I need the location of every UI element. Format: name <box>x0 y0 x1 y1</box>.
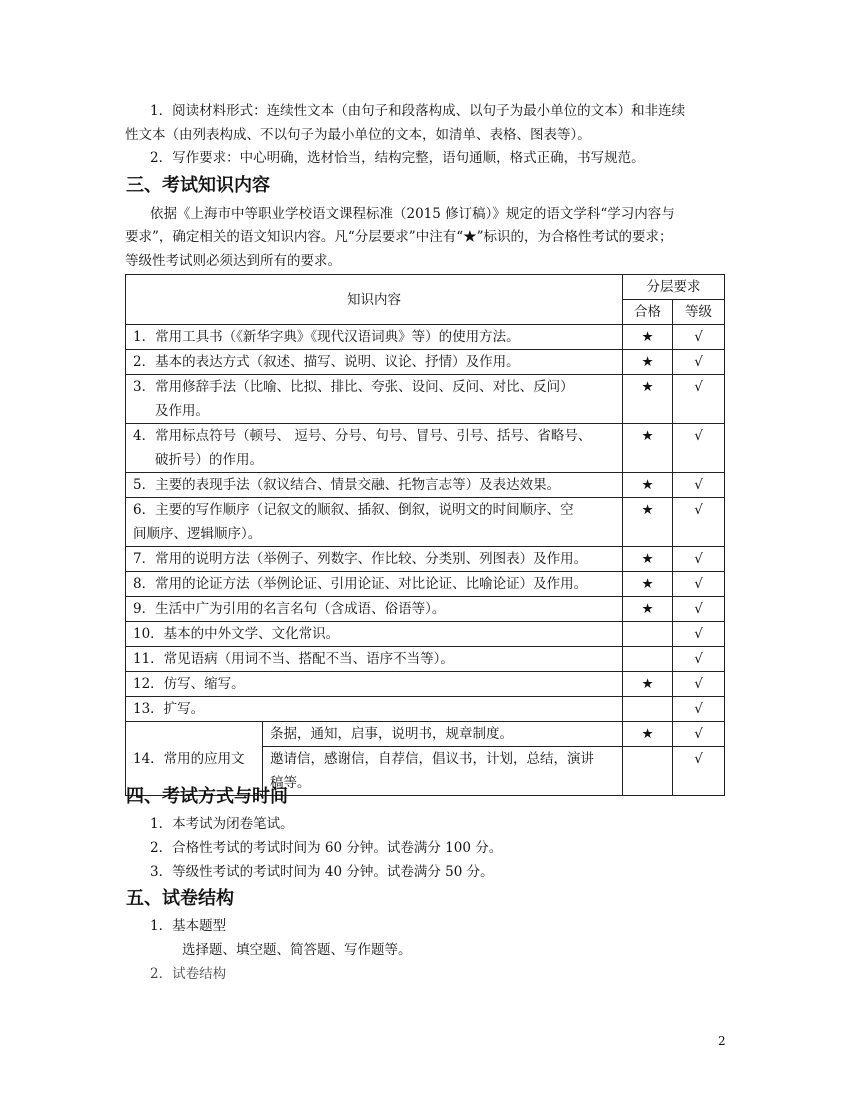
section-5-heading: 五、试卷结构 <box>126 888 234 909</box>
row-content-line-1: 11．常见语病（用词不当、搭配不当、语序不当等）。 <box>133 651 454 667</box>
row-pass-mark: ★ <box>623 547 673 572</box>
section-3-heading: 三、考试知识内容 <box>126 175 270 196</box>
section-3-para-line-2: 要求”，确定相关的语文知识内容。凡“分层要求”中注有“★”标识的，为合格性考试的要求； <box>125 229 673 245</box>
table-row <box>126 498 725 547</box>
row-content-line-2: 及作用。 <box>155 403 209 419</box>
row-pass-mark: ★ <box>623 375 673 424</box>
section-5-item-1-detail: 选择题、填空题、简答题、写作题等。 <box>182 942 412 958</box>
row-grade-mark: √ <box>673 473 725 498</box>
row-content-line-1: 9．生活中广为引用的名言名句（含成语、俗语等）。 <box>133 601 446 617</box>
table-row <box>126 597 725 622</box>
row-pass-mark: ★ <box>623 325 673 350</box>
row-14-sub-1-pass: ★ <box>623 722 673 747</box>
row-content <box>126 473 623 498</box>
row-content <box>126 350 623 375</box>
row-pass-mark: ★ <box>623 572 673 597</box>
row-pass-mark <box>623 622 673 647</box>
row-content-line-1: 6．主要的写作顺序（记叙文的顺叙、插叙、倒叙，说明文的时间顺序、空 <box>133 502 574 518</box>
row-content <box>126 424 623 473</box>
row-content-line-1: 3．常用修辞手法（比喻、比拟、排比、夸张、设问、反问、对比、反问） <box>133 379 574 395</box>
row-pass-mark <box>623 647 673 672</box>
section-3-para-line-3: 等级性考试则必须达到所有的要求。 <box>125 253 341 269</box>
row-grade-mark: √ <box>673 375 725 424</box>
row-content-line-1: 8．常用的论证方法（举例论证、引用论证、对比论证、比喻论证）及作用。 <box>133 576 588 592</box>
row-grade-mark: √ <box>673 424 725 473</box>
table-row <box>126 547 725 572</box>
section-4-item-2: 2．合格性考试的考试时间为 60 分钟。试卷满分 100 分。 <box>150 840 503 856</box>
section-5-item-1: 1．基本题型 <box>150 918 227 934</box>
table-row <box>126 473 725 498</box>
row-grade-mark: √ <box>673 622 725 647</box>
row-content-line-1: 7．常用的说明方法（举例子、列数字、作比较、分类别、列图表）及作用。 <box>133 551 588 567</box>
row-content-line-1: 12．仿写、缩写。 <box>133 676 245 692</box>
section-4-heading: 四、考试方式与时间 <box>126 786 288 807</box>
row-content-line-1: 5．主要的表现手法（叙议结合、情景交融、托物言志等）及表达效果。 <box>133 477 561 493</box>
table-header-row-1 <box>126 275 725 300</box>
table-row <box>126 672 725 697</box>
row-content <box>126 647 623 672</box>
row-pass-mark: ★ <box>623 597 673 622</box>
table-row <box>126 350 725 375</box>
row-pass-mark: ★ <box>623 498 673 547</box>
intro-line-1: 1．阅读材料形式：连续性文本（由句子和段落构成、以句子为最小单位的文本）和非连续 <box>150 103 686 119</box>
page-number: 2 <box>718 1034 726 1048</box>
row-content-line-1: 1．常用工具书（《新华字典》《现代汉语词典》等）的使用方法。 <box>133 329 520 345</box>
row-content <box>126 672 623 697</box>
row-pass-mark: ★ <box>623 473 673 498</box>
header-knowledge-content: 知识内容 <box>126 275 623 325</box>
row-content <box>126 622 623 647</box>
row-pass-mark: ★ <box>623 350 673 375</box>
row-grade-mark: √ <box>673 498 725 547</box>
row-content-line-2: 破折号）的作用。 <box>155 452 263 468</box>
table-row <box>126 622 725 647</box>
row-grade-mark: √ <box>673 647 725 672</box>
section-4-item-3: 3．等级性考试的考试时间为 40 分钟。试卷满分 50 分。 <box>150 864 494 880</box>
row-content <box>126 572 623 597</box>
row-14-sub-1: 条据，通知，启事，说明书，规章制度。 <box>263 722 623 747</box>
row-grade-mark: √ <box>673 597 725 622</box>
intro-line-2: 性文本（由列表构成、不以句子为最小单位的文本，如清单、表格、图表等）。 <box>125 127 591 143</box>
row-pass-mark: ★ <box>623 672 673 697</box>
intro-line-3: 2．写作要求：中心明确，选材恰当，结构完整，语句通顺，格式正确，书写规范。 <box>150 150 645 166</box>
table-row <box>126 325 725 350</box>
row-content <box>126 697 623 722</box>
row-content-line-1: 2．基本的表达方式（叙述、描写、说明、议论、抒情）及作用。 <box>133 354 520 370</box>
row-pass-mark: ★ <box>623 424 673 473</box>
table-row <box>126 572 725 597</box>
table-row <box>126 697 725 722</box>
row-grade-mark: √ <box>673 672 725 697</box>
row-14-sub-2 <box>263 747 623 796</box>
section-5-item-2: 2．试卷结构 <box>150 966 227 982</box>
row-grade-mark: √ <box>673 350 725 375</box>
table-row <box>126 647 725 672</box>
row-14-sub-2-pass <box>623 747 673 796</box>
row-content-line-1: 4．常用标点符号（顿号、 逗号、分号、句号、冒号、引号、括号、省略号、 <box>133 428 592 444</box>
row-content <box>126 547 623 572</box>
row-14-sub-1-grade: √ <box>673 722 725 747</box>
section-4-item-1: 1．本考试为闭卷笔试。 <box>150 816 294 832</box>
row-content <box>126 597 623 622</box>
knowledge-content-table <box>125 274 725 796</box>
row-content-line-1: 13．扩写。 <box>133 701 205 717</box>
row-content-line-1: 10．基本的中外文学、文化常识。 <box>133 626 340 642</box>
header-grade: 等级 <box>673 300 725 325</box>
row-14-sub-2-line-1: 邀请信，感谢信，自荐信，倡议书，计划，总结，演讲 <box>270 751 594 767</box>
table-row-14a <box>126 722 725 747</box>
section-3-para-line-1: 依据《上海市中等职业学校语文课程标准（2015 修订稿）》规定的语文学科“学习内容与 <box>150 206 675 222</box>
row-grade-mark: √ <box>673 547 725 572</box>
header-level-requirement: 分层要求 <box>623 275 725 300</box>
row-14-label: 14．常用的应用文 <box>126 722 263 796</box>
table-row <box>126 375 725 424</box>
row-pass-mark <box>623 697 673 722</box>
row-grade-mark: √ <box>673 325 725 350</box>
header-pass: 合格 <box>623 300 673 325</box>
row-14-sub-2-line-2: 稿等。 <box>270 775 311 791</box>
row-14-sub-2-grade: √ <box>673 747 725 796</box>
row-content <box>126 325 623 350</box>
row-content <box>126 375 623 424</box>
table-row <box>126 424 725 473</box>
row-content <box>126 498 623 547</box>
row-grade-mark: √ <box>673 572 725 597</box>
row-grade-mark: √ <box>673 697 725 722</box>
row-content-line-2: 间顺序、逻辑顺序）。 <box>133 526 262 542</box>
